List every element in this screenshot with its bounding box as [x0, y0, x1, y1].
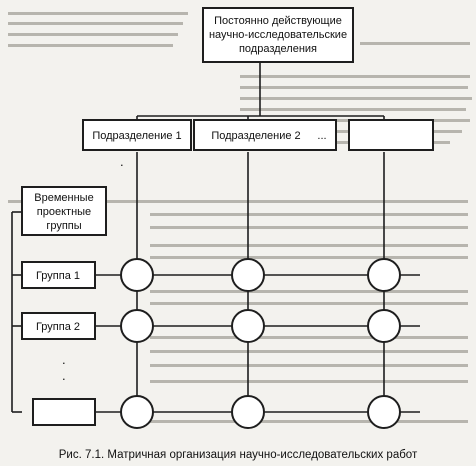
- vertical-ellipsis-dot-1: .: [62, 352, 66, 367]
- department-1-label: Подразделение 1: [92, 130, 182, 142]
- node-row1-col2: [232, 259, 264, 291]
- department-2-box: [194, 120, 336, 150]
- figure-caption: Рис. 7.1. Матричная организация научно-исследовательских работ: [58, 449, 418, 461]
- node-row2-col4: [368, 310, 400, 342]
- small-dot-marker: .: [120, 154, 124, 169]
- node-row1-col1: [121, 259, 153, 291]
- department-1-box: [83, 120, 191, 150]
- temporary-groups-line-1: Временные: [34, 192, 94, 204]
- temporary-groups-line-3: группы: [46, 220, 82, 232]
- group-2-label: Группа 2: [35, 321, 81, 333]
- permanent-divisions-line-3: подразделения: [238, 43, 318, 55]
- department-2-label: Подразделение 2: [211, 130, 301, 142]
- temporary-groups-line-2: проектные: [36, 206, 92, 218]
- group-3-box: [33, 399, 95, 425]
- node-row1-col4: [368, 259, 400, 291]
- permanent-divisions-line-2: научно-исследовательские: [208, 29, 348, 41]
- group-2-box: [22, 313, 95, 339]
- node-row3-col4: [368, 396, 400, 428]
- department-4-box: [349, 120, 433, 150]
- node-row3-col2: [232, 396, 264, 428]
- group-1-box: [22, 262, 95, 288]
- permanent-divisions-line-1: Постоянно действующие: [214, 15, 342, 27]
- vertical-ellipsis-dot-2: .: [62, 368, 66, 383]
- node-row3-col1: [121, 396, 153, 428]
- permanent-divisions-box: [203, 8, 353, 62]
- department-2-ellipsis: ...: [317, 130, 327, 142]
- node-row2-col2: [232, 310, 264, 342]
- temporary-groups-box: [22, 187, 106, 235]
- node-row2-col1: [121, 310, 153, 342]
- group-1-label: Группа 1: [35, 270, 81, 282]
